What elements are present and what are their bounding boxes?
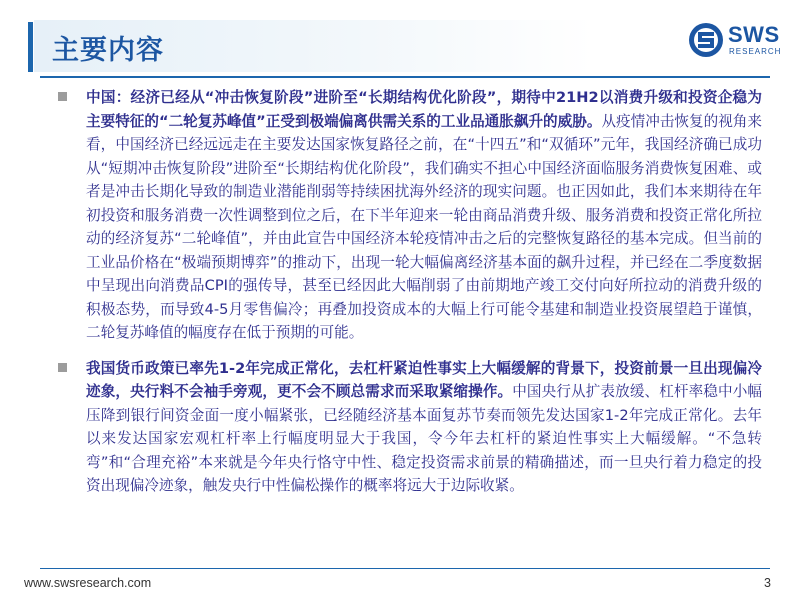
main-content (56, 86, 762, 498)
page-title: 主要内容 (52, 35, 164, 66)
section-paragraph (86, 357, 762, 498)
section-monetary-policy (56, 357, 762, 498)
footer-divider (40, 568, 770, 569)
slide-header (0, 0, 802, 75)
header-divider (40, 76, 770, 78)
logo-subtext: RESEARCH (729, 47, 782, 56)
bullet-square-icon (58, 363, 67, 372)
title-accent-bar (28, 22, 33, 72)
section-china-economy (56, 86, 762, 345)
logo-text: SWS (728, 22, 780, 47)
bullet-square-icon (58, 92, 67, 101)
section-body: 从疫情冲击恢复的视角来看，中国经济已经远远走在主要发达国家恢复路径之前，在“十四五”和“双循环”元年，我国经济确已成功从“短期冲击恢复阶段”进阶至“长期结构优化阶段”，我们确实不担心中国经济面临服务消费恢复困难、或者是冲击长期化导致的制造业潜能削弱等持续困扰海外经济的现实问题。也正因如此，我们本来期待在年初投资和服务消费一次性调整到位之后，在下半年迎来一轮由商品消费升级、服务消费和投资正常化所拉动的经济复苏“二轮峰值”，并由此宣告中国经济本轮疫情冲击之后的完整恢复路径的基本完成。但当前的工业品价格在“极端预期博弈”的推动下，出现一轮大幅偏离经济基本面的飙升过程，并已经在二季度数据中呈现出向消费品CPI的强传导，甚至已经因此大幅削弱了由前期地产竣工交付向好所拉动的消费升级的积极态势，而导致4-5月零售偏冷；再叠加投资成本的大幅上行可能令基建和制造业投资展望趋于谨慎，二轮复苏峰值的幅度存在低于预期的可能。 (86, 112, 762, 341)
sws-logo-icon (688, 22, 724, 58)
footer-website-link[interactable]: www.swsresearch.com (24, 576, 152, 590)
section-headline: 中国：经济已经从“冲击恢复阶段”进阶至“长期结构优化阶段”，期待中21H2以消费升级和投资企稳为主要特征的“二轮复苏峰值”正受到极端偏离供需关系的工业品通胀飙升的威胁。 (86, 89, 762, 130)
page-number: 3 (764, 576, 771, 590)
section-paragraph (86, 86, 762, 345)
section-body: 中国央行从扩表放缓、杠杆率稳中小幅压降到银行间资金面一度小幅紧张，已经随经济基本面复苏节奏而领先发达国家1-2年完成正常化。去年以来发达国家宏观杠杆率上行幅度明显大于我国，令今年去杠杆的紧迫性事实上大幅缓解。“不急转弯”和“合理充裕”本来就是今年央行恪守中性、稳定投资需求前景的精确描述，而一旦央行着力稳定的投资出现偏冷迹象，触发央行中性偏松操作的概率将远大于边际收紧。 (86, 383, 762, 494)
section-headline: 我国货币政策已率先1-2年完成正常化，去杠杆紧迫性事实上大幅缓解的背景下，投资前景一旦出现偏冷迹象，央行料不会袖手旁观，更不会不顾总需求而采取紧缩操作。 (86, 359, 762, 400)
sws-logo (688, 20, 784, 64)
